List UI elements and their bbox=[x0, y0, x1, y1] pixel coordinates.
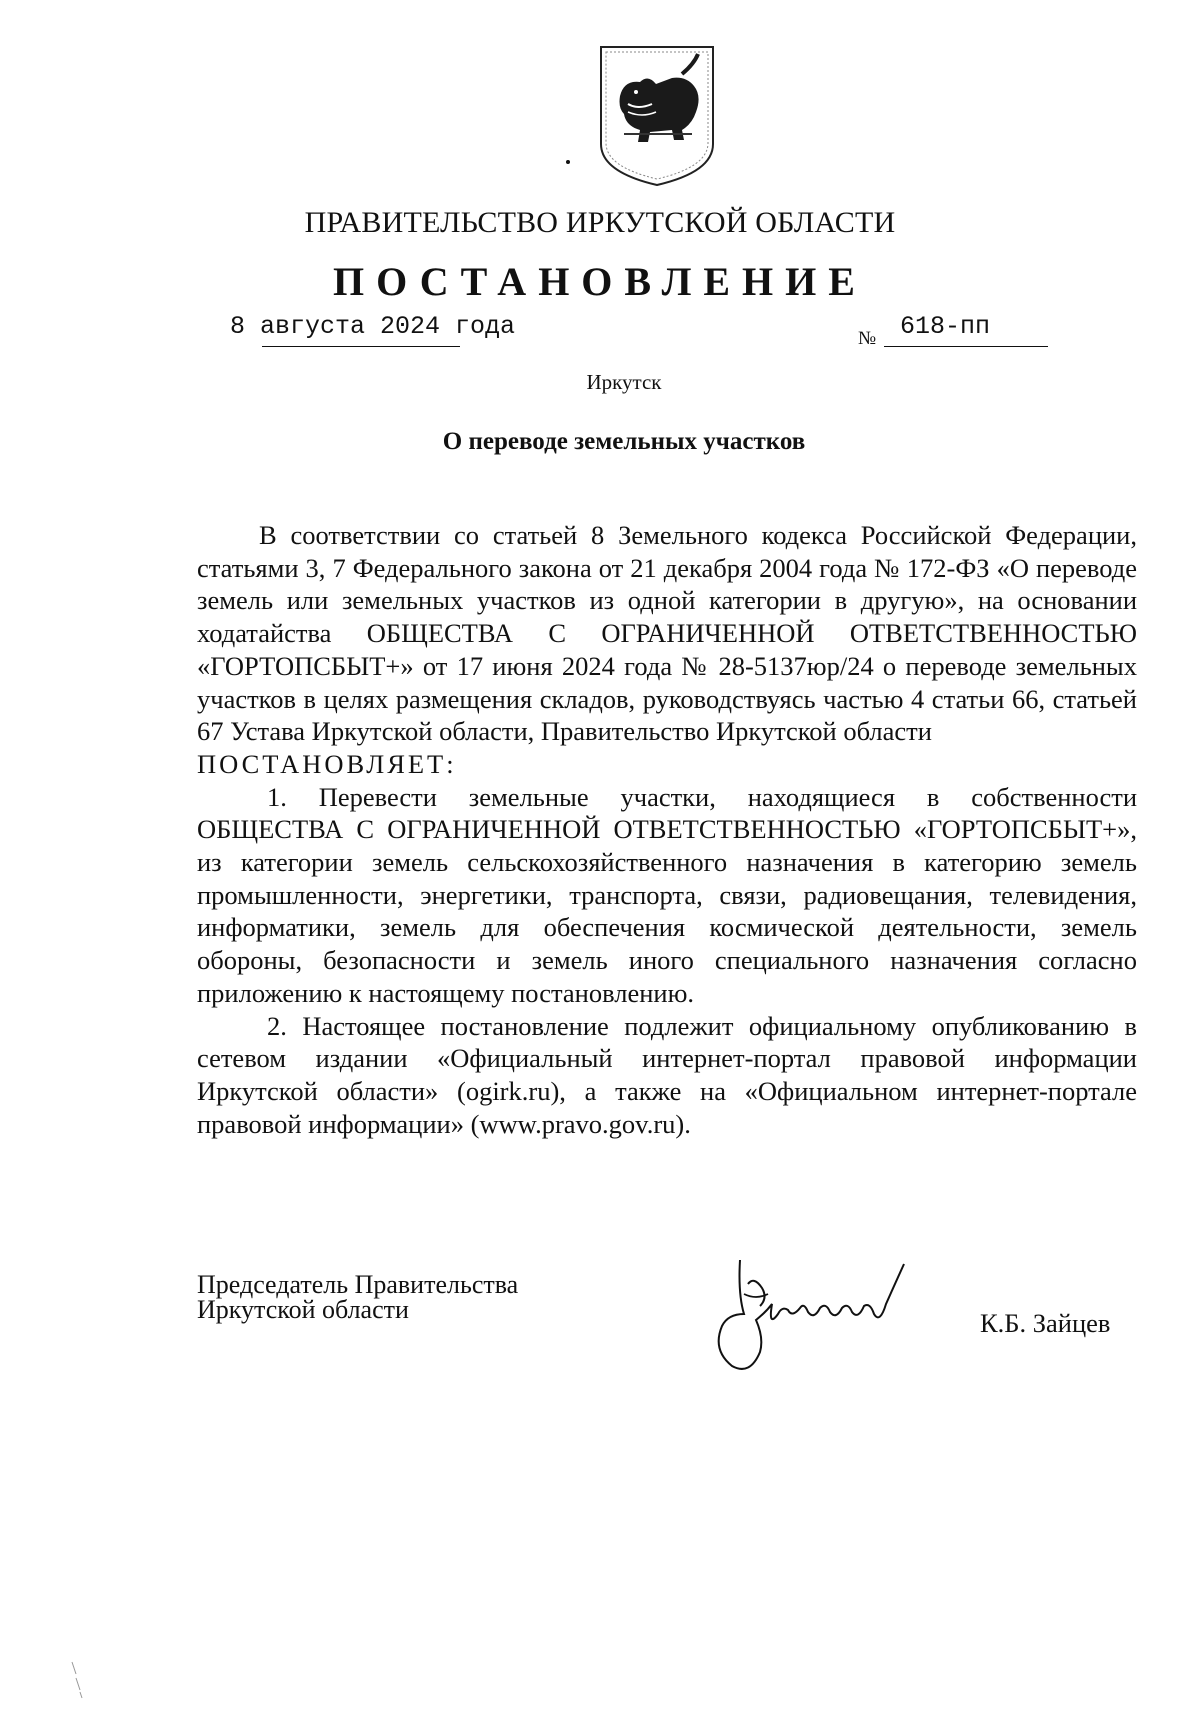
document-type: ПОСТАНОВЛЕНИЕ bbox=[333, 259, 867, 304]
irkutsk-coat-of-arms-icon bbox=[598, 44, 716, 188]
scan-dot bbox=[566, 160, 570, 164]
signer-title bbox=[197, 1272, 518, 1322]
document-city: Иркутск bbox=[586, 370, 662, 394]
number-underline bbox=[884, 346, 1048, 347]
signer-title-line-2: Иркутской области bbox=[197, 1295, 409, 1324]
organization-name: ПРАВИТЕЛЬСТВО ИРКУТСКОЙ ОБЛАСТИ bbox=[304, 206, 896, 239]
scan-artifact bbox=[70, 1660, 84, 1700]
document-number: 618-пп bbox=[900, 312, 991, 341]
document-date: 8 августа 2024 года bbox=[230, 312, 516, 341]
document-body bbox=[197, 519, 1137, 1140]
resolves-heading: ПОСТАНОВЛЯЕТ: bbox=[197, 748, 457, 779]
number-sign: № bbox=[858, 328, 877, 349]
date-underline bbox=[262, 346, 460, 347]
document-subject: О переводе земельных участков bbox=[442, 428, 806, 455]
item-1-paragraph: 1. Перевести земельные участки, находящиеся в собственности ОБЩЕСТВА С ОГРАНИЧЕННОЙ ОТВЕТСТВЕННОСТЬЮ «ГОРТОПСБЫТ+», из категории земель сельскохозяйственного назначения в категорию земель промышленности, энергетики, транспорта, связи, радиовещания, телевидения, информатики, земель для обеспечения космической деятельности, земель обороны, безопасности и земель иного специального назначения согласно приложению к настоящему постановлению. bbox=[197, 781, 1137, 1008]
signer-name: К.Б. Зайцев bbox=[980, 1308, 1111, 1338]
handwritten-signature-icon bbox=[708, 1254, 958, 1384]
signer-title-line-1: Председатель Правительства bbox=[197, 1270, 519, 1299]
preamble-paragraph: В соответствии со статьей 8 Земельного кодекса Российской Федерации, статьями 3, 7 Федерального закона от 21 декабря 2004 года № 172-ФЗ «О переводе земель или земельных участков из одной категории в другую», на основании ходатайства ОБЩЕСТВА С ОГРАНИЧЕННОЙ ОТВЕТСТВЕННОСТЬЮ «ГОРТОПСБЫТ+» от 17 июня 2024 года № 28-5137юр/24 о переводе земельных участков в целях размещения складов, руководствуясь частью 4 статьи 66, статьей 67 Устава Иркутской области, Правительство Иркутской области bbox=[197, 520, 1137, 747]
item-2-paragraph: 2. Настоящее постановление подлежит официальному опубликованию в сетевом издании «Официальный интернет-портал правовой информации Иркутской области» (ogirk.ru), а также на «Официальном интернет-портале правовой информации» (www.pravo.gov.ru). bbox=[197, 1010, 1137, 1139]
